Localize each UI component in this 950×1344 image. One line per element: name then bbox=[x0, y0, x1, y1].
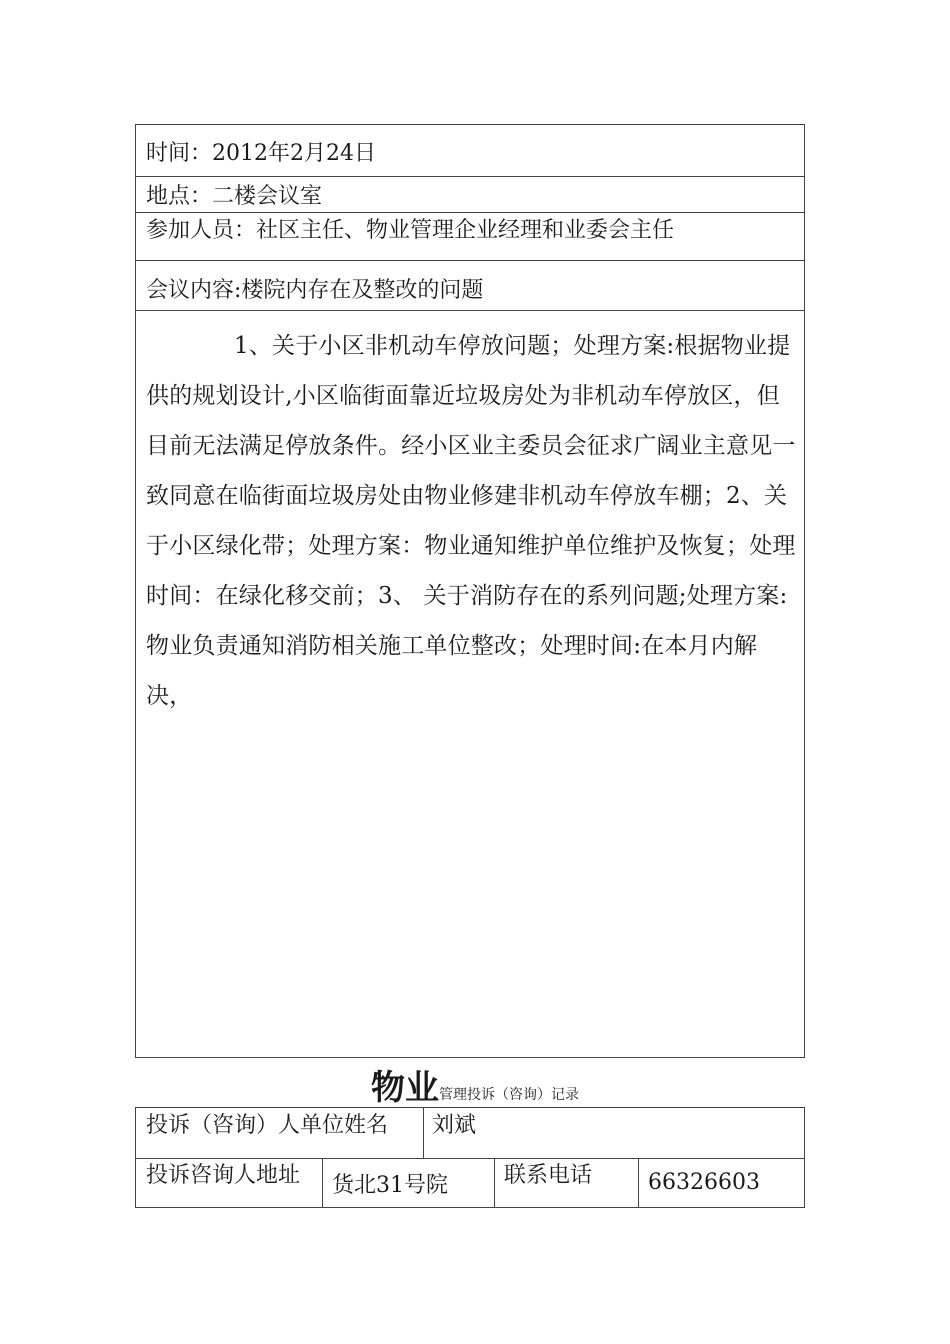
topic-row bbox=[136, 261, 804, 311]
meeting-time: 时间：2012年2月24日 bbox=[146, 141, 376, 166]
meeting-attendees: 参加人员：社区主任、物业管理企业经理和业委会主任 bbox=[146, 218, 675, 243]
attendees-row bbox=[136, 213, 804, 261]
table-divider bbox=[638, 1158, 639, 1208]
complaint-table bbox=[135, 1107, 805, 1208]
meeting-record-table bbox=[135, 124, 805, 1058]
meeting-content: 1、关于小区非机动车停放问题；处理方案:根据物业提供的规划设计,小区临街面靠近垃圾房处为非机动车停放区，但目前无法满足停放条件。经小区业主委员会征求广阔业主意见一致同意在临街面垃圾房处由物业修建非机动车停放车棚；2、关于小区绿化带；处理方案：物业通知维护单位维护及恢复；处理时间：在绿化移交前；3、 关于消防存在的系列问题;处理方案:物业负责通知消防相关施工单位整改；处理时间:在本月内解决， bbox=[146, 333, 796, 709]
address-value: 货北31号院 bbox=[332, 1173, 448, 1198]
record-title bbox=[0, 1060, 950, 1109]
place-row bbox=[136, 177, 804, 213]
record-title-main: 物业 bbox=[371, 1068, 439, 1108]
meeting-place: 地点：二楼会议室 bbox=[146, 184, 323, 209]
meeting-topic: 会议内容:楼院内存在及整改的问题 bbox=[146, 278, 484, 303]
address-label: 投诉咨询人地址 bbox=[146, 1163, 301, 1188]
name-value: 刘斌 bbox=[432, 1113, 477, 1138]
table-divider bbox=[322, 1158, 323, 1208]
phone-value: 66326603 bbox=[648, 1170, 760, 1195]
table-divider bbox=[423, 1108, 424, 1158]
name-label: 投诉（咨询）人单位姓名 bbox=[146, 1113, 389, 1138]
phone-label: 联系电话 bbox=[504, 1163, 593, 1188]
time-row bbox=[136, 125, 804, 177]
table-divider bbox=[494, 1158, 495, 1208]
record-title-sub: 管理投诉（咨询）记录 bbox=[439, 1087, 579, 1103]
